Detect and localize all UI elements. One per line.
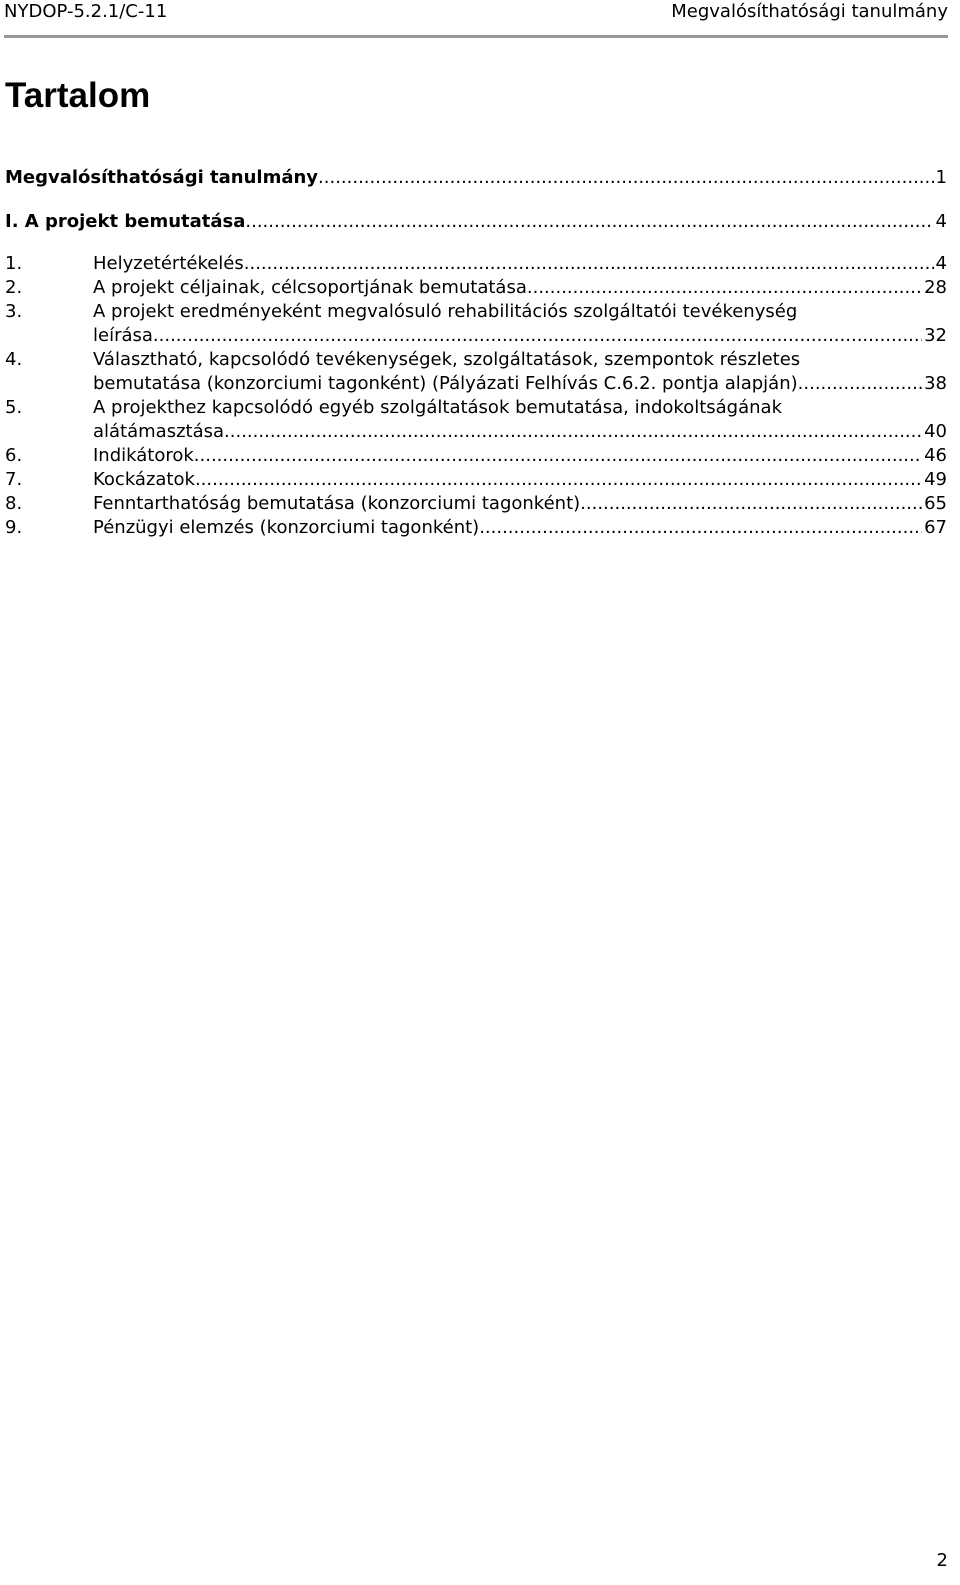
toc-leader-dots	[318, 166, 934, 190]
toc-page-number: 46	[924, 445, 947, 466]
toc-entry-level2[interactable]	[5, 492, 947, 516]
header-doc-id: NYDOP-5.2.1/C-11	[4, 1, 168, 22]
toc-entry-text: I. A projekt bemutatása	[5, 211, 246, 232]
toc-entry-number: 6.	[5, 445, 23, 466]
toc-entry-level2[interactable]	[5, 276, 947, 300]
toc-leader-dots	[479, 516, 922, 540]
toc-leader-dots	[153, 324, 922, 348]
toc-entry-level1[interactable]	[5, 166, 947, 190]
toc-entry-text: A projekt eredményeként megvalósuló rehabilitációs szolgáltatói tevékenység	[93, 301, 798, 322]
toc-entry-number: 4.	[5, 349, 23, 370]
toc-entry-level2[interactable]	[5, 252, 947, 276]
toc-entry-number: 1.	[5, 253, 23, 274]
toc-entry-text: A projekthez kapcsolódó egyéb szolgáltatások bemutatása, indokoltságának	[93, 397, 782, 418]
toc-entry-text: Helyzetértékelés	[93, 253, 244, 274]
toc-entry-text: Megvalósíthatósági tanulmány	[5, 167, 319, 188]
toc-entry-text: Fenntarthatóság bemutatása (konzorciumi tagonként)	[93, 493, 581, 514]
toc-subsection-list	[5, 252, 947, 540]
toc-entry-level2[interactable]	[5, 396, 947, 444]
toc-page-number: 65	[924, 493, 947, 514]
toc-entry-number: 3.	[5, 301, 23, 322]
toc-page-number: 1	[935, 167, 947, 188]
toc-page-number: 4	[935, 253, 947, 274]
table-of-contents	[5, 166, 947, 540]
toc-leader-dots	[195, 468, 922, 492]
toc-entry-text: alátámasztása	[93, 421, 225, 442]
toc-entry-level2[interactable]	[5, 444, 947, 468]
toc-leader-dots	[194, 444, 922, 468]
toc-entry-text: bemutatása (konzorciumi tagonként) (Pályázati Felhívás C.6.2. pontja alapján)	[93, 373, 798, 394]
toc-page-number: 4	[935, 211, 947, 232]
toc-title: Tartalom	[5, 76, 151, 115]
toc-entry-number: 8.	[5, 493, 23, 514]
toc-leader-dots	[527, 276, 922, 300]
toc-entry-text: Indikátorok	[93, 445, 194, 466]
toc-page-number: 32	[924, 325, 947, 346]
toc-page-number: 67	[924, 517, 947, 538]
toc-page-number: 28	[924, 277, 947, 298]
toc-leader-dots	[245, 210, 933, 234]
toc-entry-level2[interactable]	[5, 468, 947, 492]
toc-entry-text: leírása	[93, 325, 153, 346]
toc-page-number: 40	[924, 421, 947, 442]
toc-entry-text: A projekt céljainak, célcsoportjának bemutatása	[93, 277, 527, 298]
toc-entry-level2[interactable]	[5, 300, 947, 348]
page-header	[4, 0, 948, 38]
toc-entry-text: Kockázatok	[93, 469, 195, 490]
toc-entry-number: 7.	[5, 469, 23, 490]
toc-entry-number: 2.	[5, 277, 23, 298]
toc-entry-text: Pénzügyi elemzés (konzorciumi tagonként)	[93, 517, 480, 538]
toc-leader-dots	[244, 252, 934, 276]
toc-entry-number: 5.	[5, 397, 23, 418]
toc-leader-dots	[798, 372, 922, 396]
toc-entry-number: 9.	[5, 517, 23, 538]
toc-page-number: 49	[924, 469, 947, 490]
toc-page-number: 38	[924, 373, 947, 394]
toc-entry-level1[interactable]	[5, 210, 947, 234]
toc-entry-text: Választható, kapcsolódó tevékenységek, szolgáltatások, szempontok részletes	[93, 349, 801, 370]
header-doc-title: Megvalósíthatósági tanulmány	[671, 1, 948, 22]
toc-leader-dots	[580, 492, 922, 516]
toc-entry-level2[interactable]	[5, 348, 947, 396]
toc-entry-level2[interactable]	[5, 516, 947, 540]
toc-leader-dots	[224, 420, 922, 444]
page-number: 2	[936, 1550, 948, 1571]
